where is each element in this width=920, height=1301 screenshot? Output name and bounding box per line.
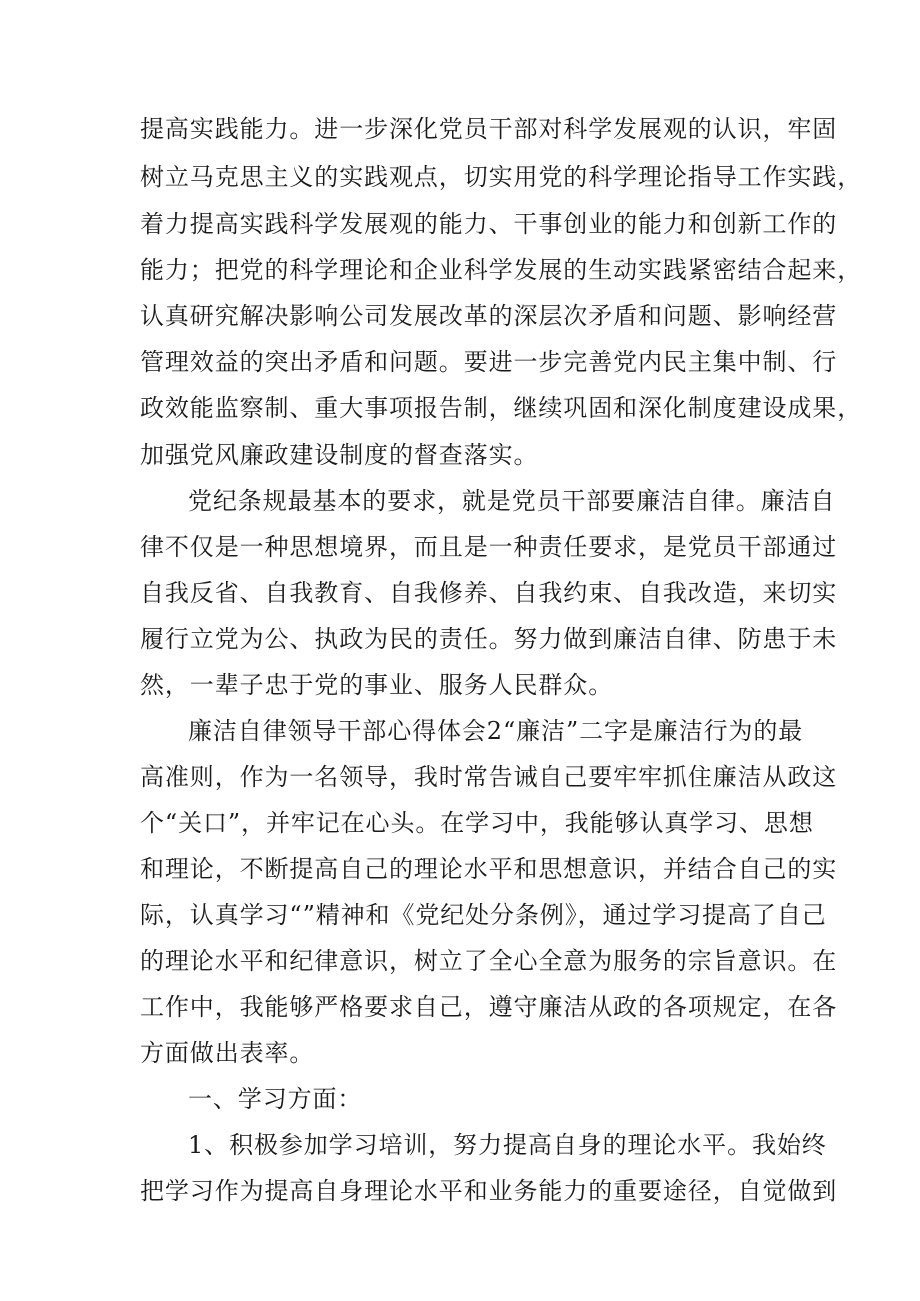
paragraph-start-line: 1、积极参加学习培训，努力提高自身的理论水平。我始终 <box>188 1131 827 1159</box>
text-line: 际，认真学习“”精神和《党纪处分条例》，通过学习提高了自己 <box>140 901 827 929</box>
text-line: 的理论水平和纪律意识，树立了全心全意为服务的宗旨意识。在 <box>140 947 838 975</box>
section-heading: 一、学习方面： <box>188 1085 363 1113</box>
paragraph-start-line: 党纪条规最基本的要求，就是党员干部要廉洁自律。廉洁自 <box>188 487 836 515</box>
text-line: 能力；把党的科学理论和企业科学发展的生动实践紧密结合起来， <box>140 256 863 284</box>
text-line: 然，一辈子忠于党的事业、服务人民群众。 <box>140 671 614 699</box>
text-line: 着力提高实践科学发展观的能力、干事创业的能力和创新工作的 <box>140 210 838 238</box>
text-line: 把学习作为提高自身理论水平和业务能力的重要途径，自觉做到 <box>140 1177 838 1205</box>
text-line: 个“关口”，并牢记在心头。在学习中，我能够认真学习、思想 <box>140 809 814 837</box>
text-line: 提高实践能力。进一步深化党员干部对科学发展观的认识，牢固 <box>140 115 838 143</box>
text-line: 和理论，不断提高自己的理论水平和思想意识，并结合自己的实 <box>140 855 838 883</box>
text-line: 高准则，作为一名领导，我时常告诫自己要牢牢抓住廉洁从政这 <box>140 763 838 791</box>
text-line: 方面做出表率。 <box>140 1039 315 1067</box>
text-line: 树立马克思主义的实践观点，切实用党的科学理论指导工作实践， <box>140 163 863 191</box>
text-line: 履行立党为公、执政为民的责任。努力做到廉洁自律、防患于未 <box>140 625 838 653</box>
text-line: 管理效益的突出矛盾和问题。要进一步完善党内民主集中制、行 <box>140 348 838 376</box>
text-line: 律不仅是一种思想境界，而且是一种责任要求，是党员干部通过 <box>140 533 838 561</box>
text-line: 认真研究解决影响公司发展改革的深层次矛盾和问题、影响经营 <box>140 302 838 330</box>
text-line: 政效能监察制、重大事项报告制，继续巩固和深化制度建设成果， <box>140 394 863 422</box>
text-line: 工作中，我能够严格要求自己，遵守廉洁从政的各项规定，在各 <box>140 993 838 1021</box>
paragraph-start-line: 廉洁自律领导干部心得体会2“廉洁”二字是廉洁行为的最 <box>188 717 804 745</box>
text-line: 自我反省、自我教育、自我修养、自我约束、自我改造，来切实 <box>140 579 838 607</box>
text-line: 加强党风廉政建设制度的督查落实。 <box>140 441 539 469</box>
